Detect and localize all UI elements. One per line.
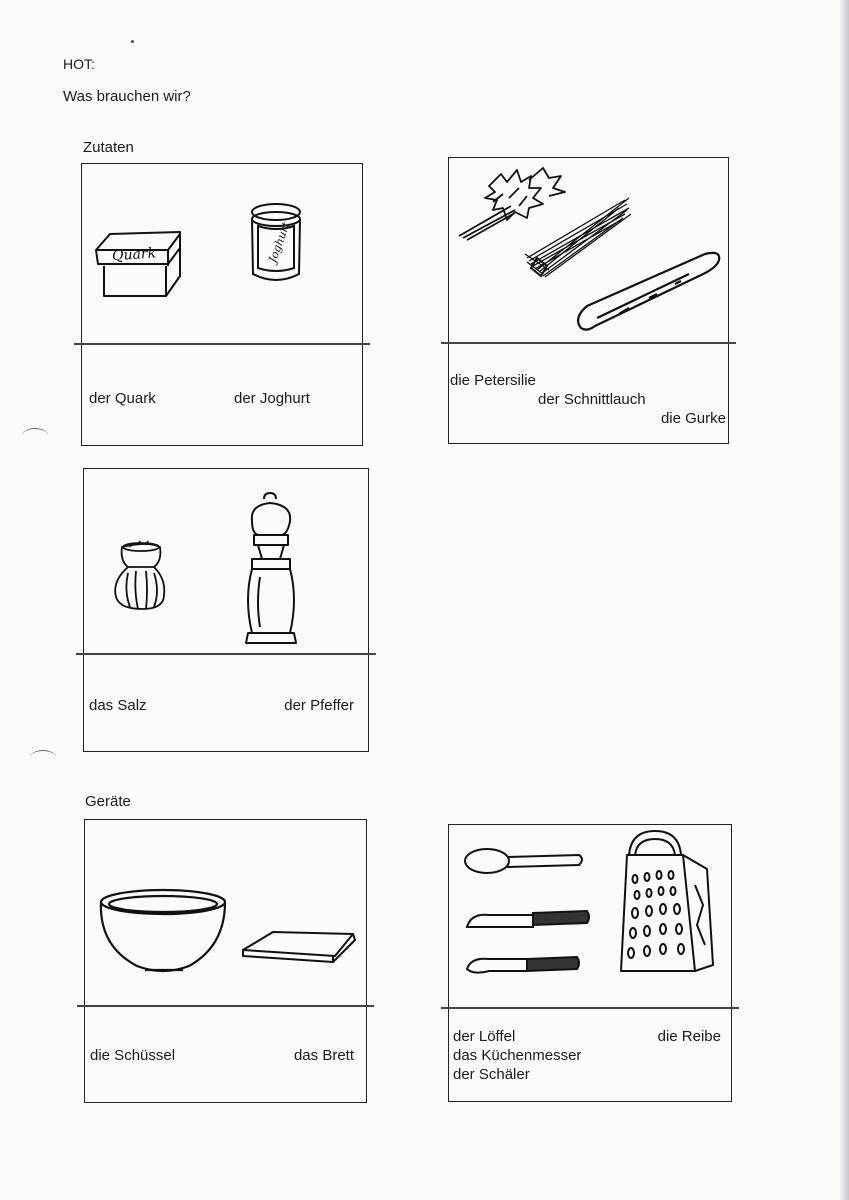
card-divider	[77, 1005, 374, 1007]
punch-hole-mark	[22, 428, 48, 443]
card-divider	[76, 653, 376, 655]
pepper-mill-icon	[246, 493, 296, 643]
label-der-joghurt: der Joghurt	[234, 390, 310, 407]
card-divider	[441, 342, 736, 344]
card-utensils	[448, 824, 732, 1102]
label-die-reibe: die Reibe	[657, 1028, 721, 1045]
label-der-quark: der Quark	[89, 390, 156, 407]
bowl-icon	[101, 890, 225, 971]
peeler-icon	[467, 957, 579, 973]
joghurt-cup-icon	[252, 204, 300, 280]
label-die-petersilie: die Petersilie	[450, 372, 536, 389]
scan-edge	[840, 0, 849, 1200]
cutting-board-icon	[243, 932, 355, 962]
page-title: Was brauchen wir?	[63, 88, 191, 105]
chives-icon	[525, 198, 631, 277]
punch-hole-mark	[30, 750, 56, 765]
knife-icon	[467, 911, 589, 927]
card-spices-pictures	[84, 469, 370, 653]
section-heading-ingredients: Zutaten	[83, 139, 134, 156]
card-quark-joghurt-pictures	[82, 164, 364, 344]
scan-speck	[131, 40, 134, 43]
cucumber-icon	[578, 253, 719, 330]
label-das-salz: das Salz	[89, 697, 147, 714]
card-herbs-pictures	[449, 158, 730, 342]
card-quark-joghurt	[81, 163, 363, 446]
card-herbs	[448, 157, 729, 444]
card-spices	[83, 468, 369, 752]
parsley-icon	[459, 168, 565, 240]
card-bowl-board	[84, 819, 367, 1103]
salt-shaker-icon	[115, 541, 164, 609]
grater-icon	[621, 831, 713, 971]
label-die-schuessel: die Schüssel	[90, 1047, 176, 1064]
label-der-loeffel: der Löffel	[453, 1028, 516, 1045]
label-das-kuechenmesser: das Küchenmesser	[453, 1047, 582, 1064]
spoon-icon	[465, 849, 582, 873]
hot-label: HOT:	[63, 56, 95, 72]
label-der-schnittlauch: der Schnittlauch	[538, 391, 646, 408]
section-heading-tools: Geräte	[85, 793, 131, 810]
label-der-schaeler: der Schäler	[453, 1066, 530, 1083]
label-der-pfeffer: der Pfeffer	[284, 697, 354, 714]
joghurt-cup-label: Joghurt	[266, 220, 293, 265]
card-utensils-pictures	[449, 825, 733, 1007]
card-bowl-board-pictures	[85, 820, 368, 1005]
label-das-brett: das Brett	[293, 1047, 354, 1064]
quark-package-label: Quark	[111, 245, 157, 265]
card-divider	[441, 1007, 739, 1009]
label-die-gurke: die Gurke	[660, 410, 726, 427]
quark-tub-icon	[96, 232, 180, 296]
